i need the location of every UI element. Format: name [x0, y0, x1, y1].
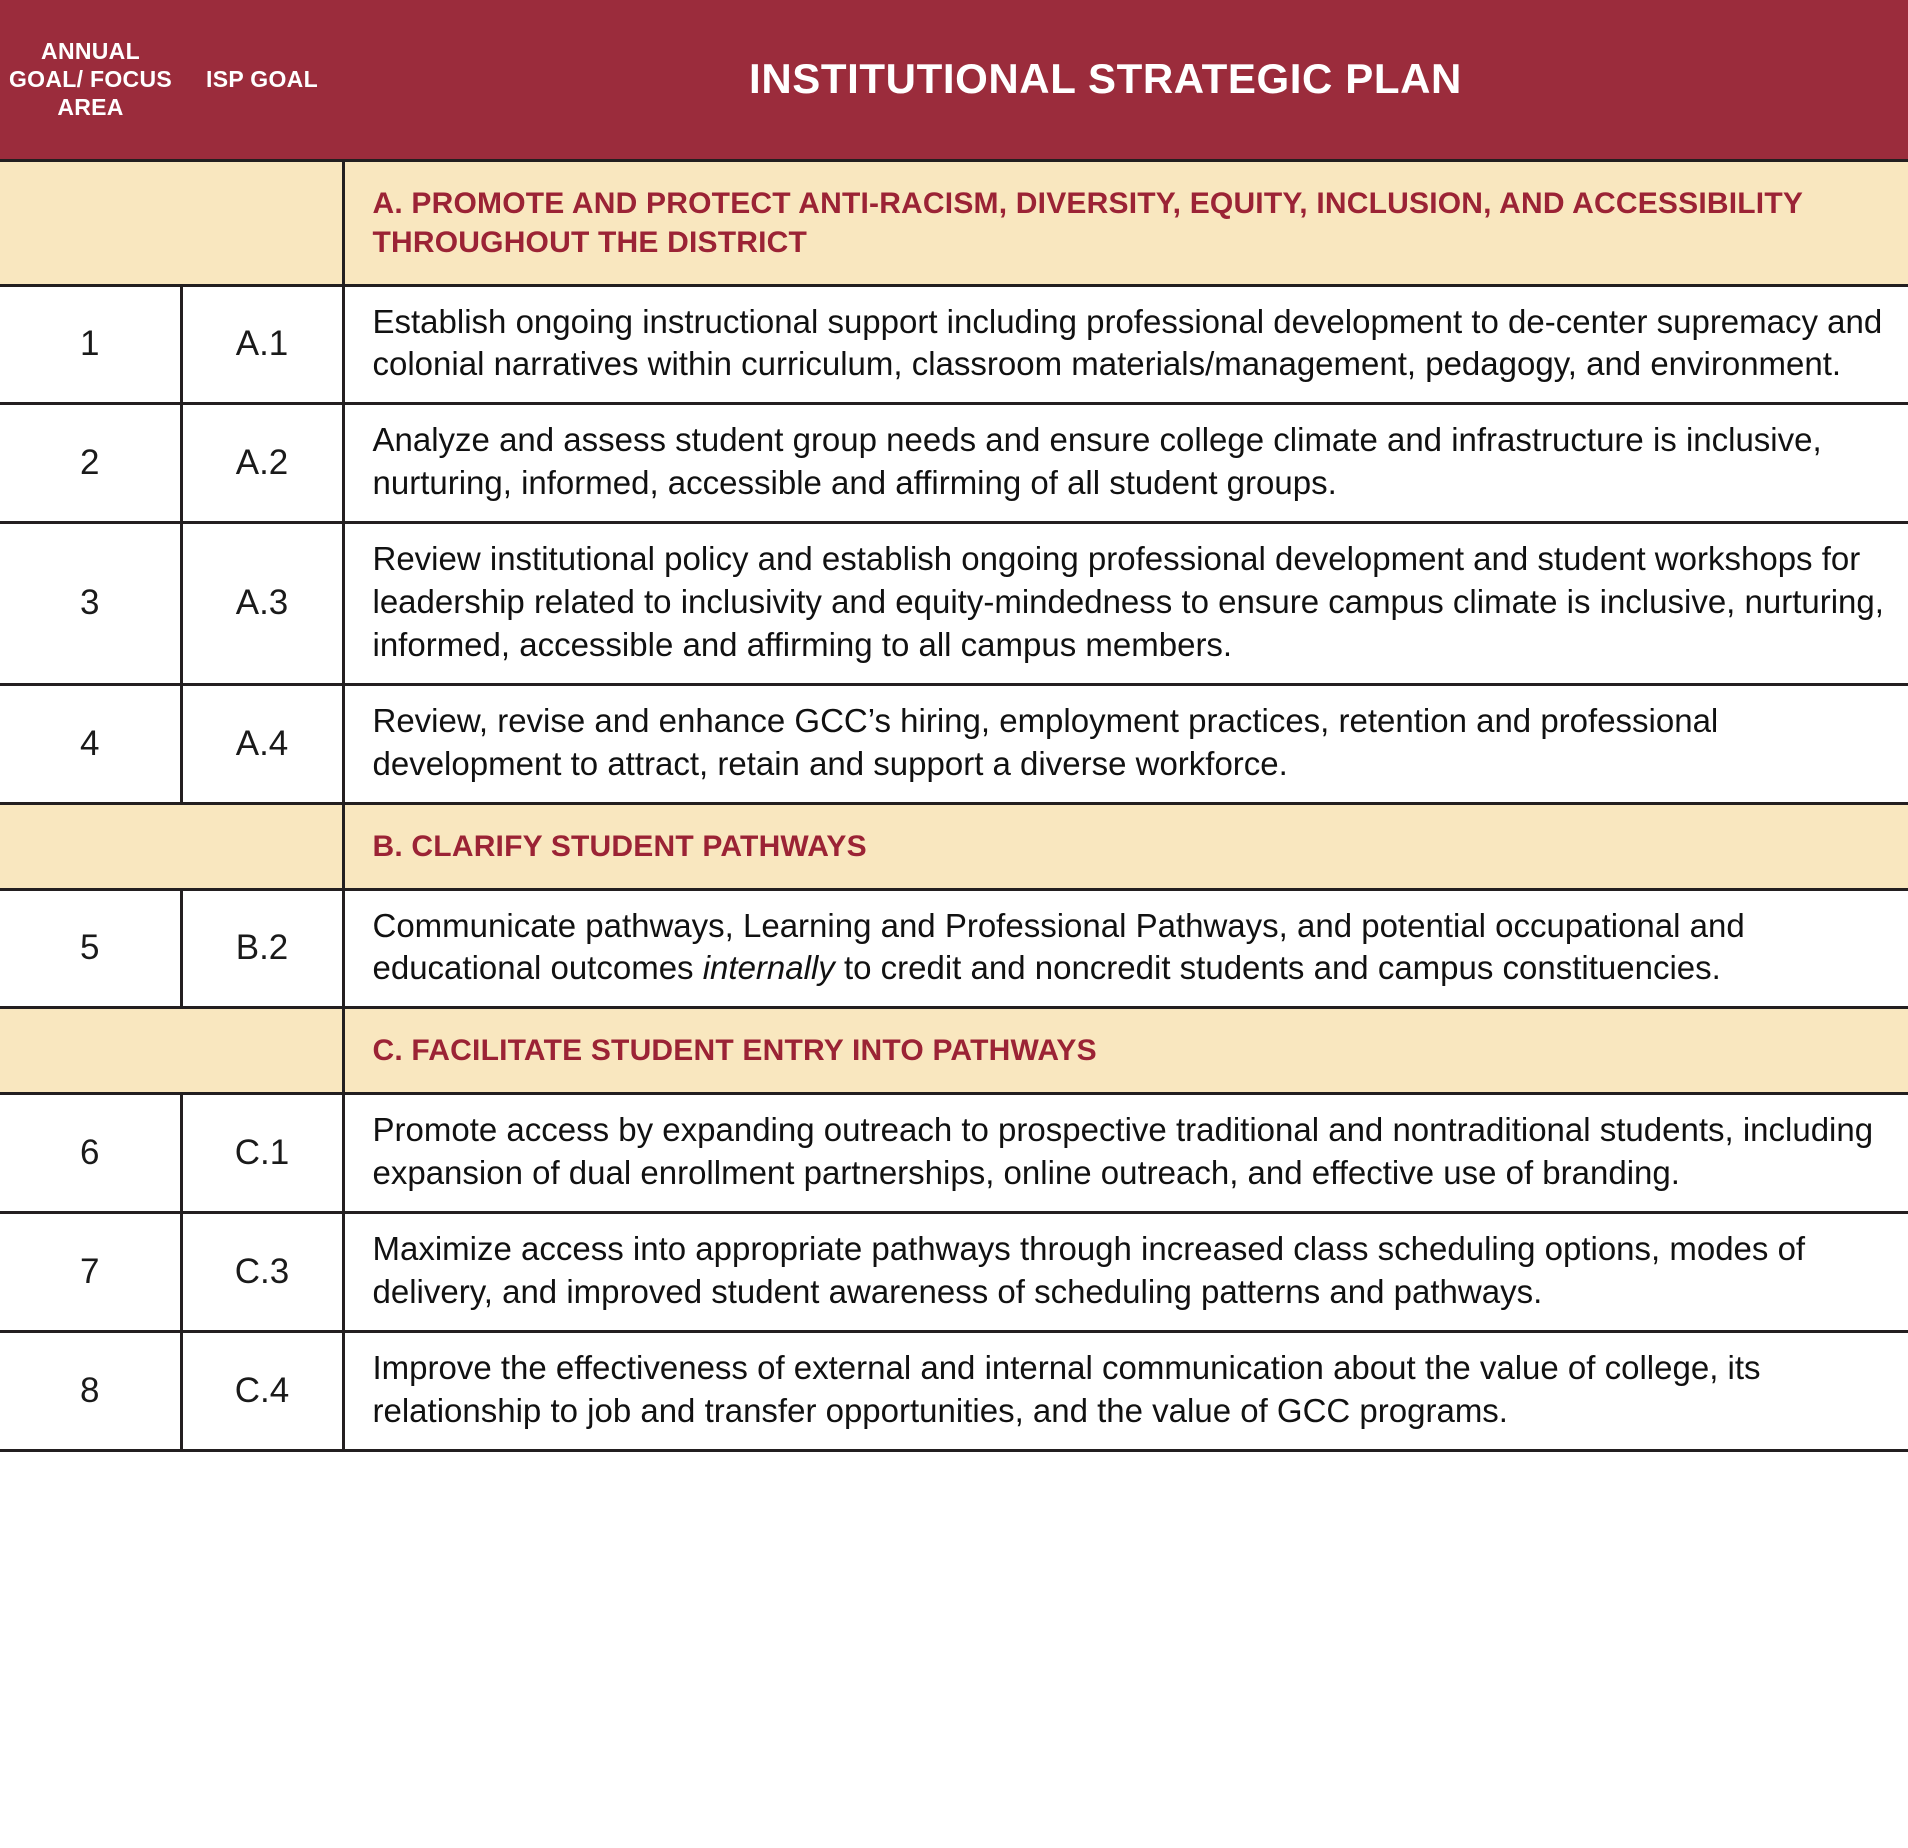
table-row: [0, 523, 1908, 685]
annual-goal-number: 8: [0, 1331, 181, 1450]
table-row: [0, 684, 1908, 803]
goal-description: Analyze and assess student group needs and ensure college climate and infrastructure is inclusive, nurturing, informed, accessible and affirming of all student groups.: [343, 404, 1908, 523]
table-row: [0, 889, 1908, 1008]
isp-goal-code: C.4: [181, 1331, 343, 1450]
table-row: [0, 1094, 1908, 1213]
section-header-row: [0, 803, 1908, 889]
isp-goal-code: A.2: [181, 404, 343, 523]
goal-description: Promote access by expanding outreach to prospective traditional and nontraditional students, including expansion of dual enrollment partnerships, online outreach, and effective use of branding.: [343, 1094, 1908, 1213]
column-header-isp-goal-label: ISP GOAL: [206, 66, 318, 93]
emphasized-text: internally: [702, 949, 835, 987]
table-row: [0, 1213, 1908, 1332]
goal-description: Improve the effectiveness of external and internal communication about the value of college, its relationship to job and transfer opportunities, and the value of GCC programs.: [343, 1331, 1908, 1450]
goal-description: Review institutional policy and establish ongoing professional development and student workshops for leadership related to inclusivity and equity-mindedness to ensure campus climate is inclusive, nurturing, informed, accessible and affirming to all campus members.: [343, 523, 1908, 685]
header-row: [0, 0, 1908, 160]
annual-goal-number: 5: [0, 889, 181, 1008]
annual-goal-number: 6: [0, 1094, 181, 1213]
annual-goal-number: 7: [0, 1213, 181, 1332]
section-header-spacer: [0, 803, 343, 889]
isp-goal-code: C.3: [181, 1213, 343, 1332]
annual-goal-number: 2: [0, 404, 181, 523]
isp-goal-code: A.3: [181, 523, 343, 685]
section-title: A. PROMOTE AND PROTECT ANTI-RACISM, DIVERSITY, EQUITY, INCLUSION, AND ACCESSIBILITY THROUGHOUT THE DISTRICT: [343, 160, 1908, 285]
section-title: C. FACILITATE STUDENT ENTRY INTO PATHWAYS: [343, 1008, 1908, 1094]
table-header: [0, 0, 1908, 160]
goal-description: Establish ongoing instructional support including professional development to de-center supremacy and colonial narratives within curriculum, classroom materials/management, pedagogy, and environment.: [343, 285, 1908, 404]
section-header-spacer: [0, 160, 343, 285]
goal-description: Communicate pathways, Learning and Professional Pathways, and potential occupational and educational outcomes internally to credit and noncredit students and campus constituencies.: [343, 889, 1908, 1008]
page-title: INSTITUTIONAL STRATEGIC PLAN: [343, 0, 1908, 160]
goal-description: Review, revise and enhance GCC’s hiring, employment practices, retention and professional development to attract, retain and support a diverse workforce.: [343, 684, 1908, 803]
section-title: B. CLARIFY STUDENT PATHWAYS: [343, 803, 1908, 889]
isp-goal-code: B.2: [181, 889, 343, 1008]
section-header-row: [0, 160, 1908, 285]
column-header-annual-goal: [0, 0, 181, 160]
goal-description: Maximize access into appropriate pathways through increased class scheduling options, modes of delivery, and improved student awareness of scheduling patterns and pathways.: [343, 1213, 1908, 1332]
isp-goal-code: C.1: [181, 1094, 343, 1213]
table-row: [0, 1331, 1908, 1450]
column-header-annual-goal-label: ANNUAL GOAL/ FOCUS AREA: [8, 38, 173, 121]
annual-goal-number: 1: [0, 285, 181, 404]
column-header-isp-goal: [181, 0, 343, 160]
isp-goal-code: A.1: [181, 285, 343, 404]
annual-goal-number: 4: [0, 684, 181, 803]
section-header-row: [0, 1008, 1908, 1094]
table-row: [0, 285, 1908, 404]
annual-goal-number: 3: [0, 523, 181, 685]
section-header-spacer: [0, 1008, 343, 1094]
table-body: [0, 160, 1908, 1450]
isp-goal-code: A.4: [181, 684, 343, 803]
table-row: [0, 404, 1908, 523]
